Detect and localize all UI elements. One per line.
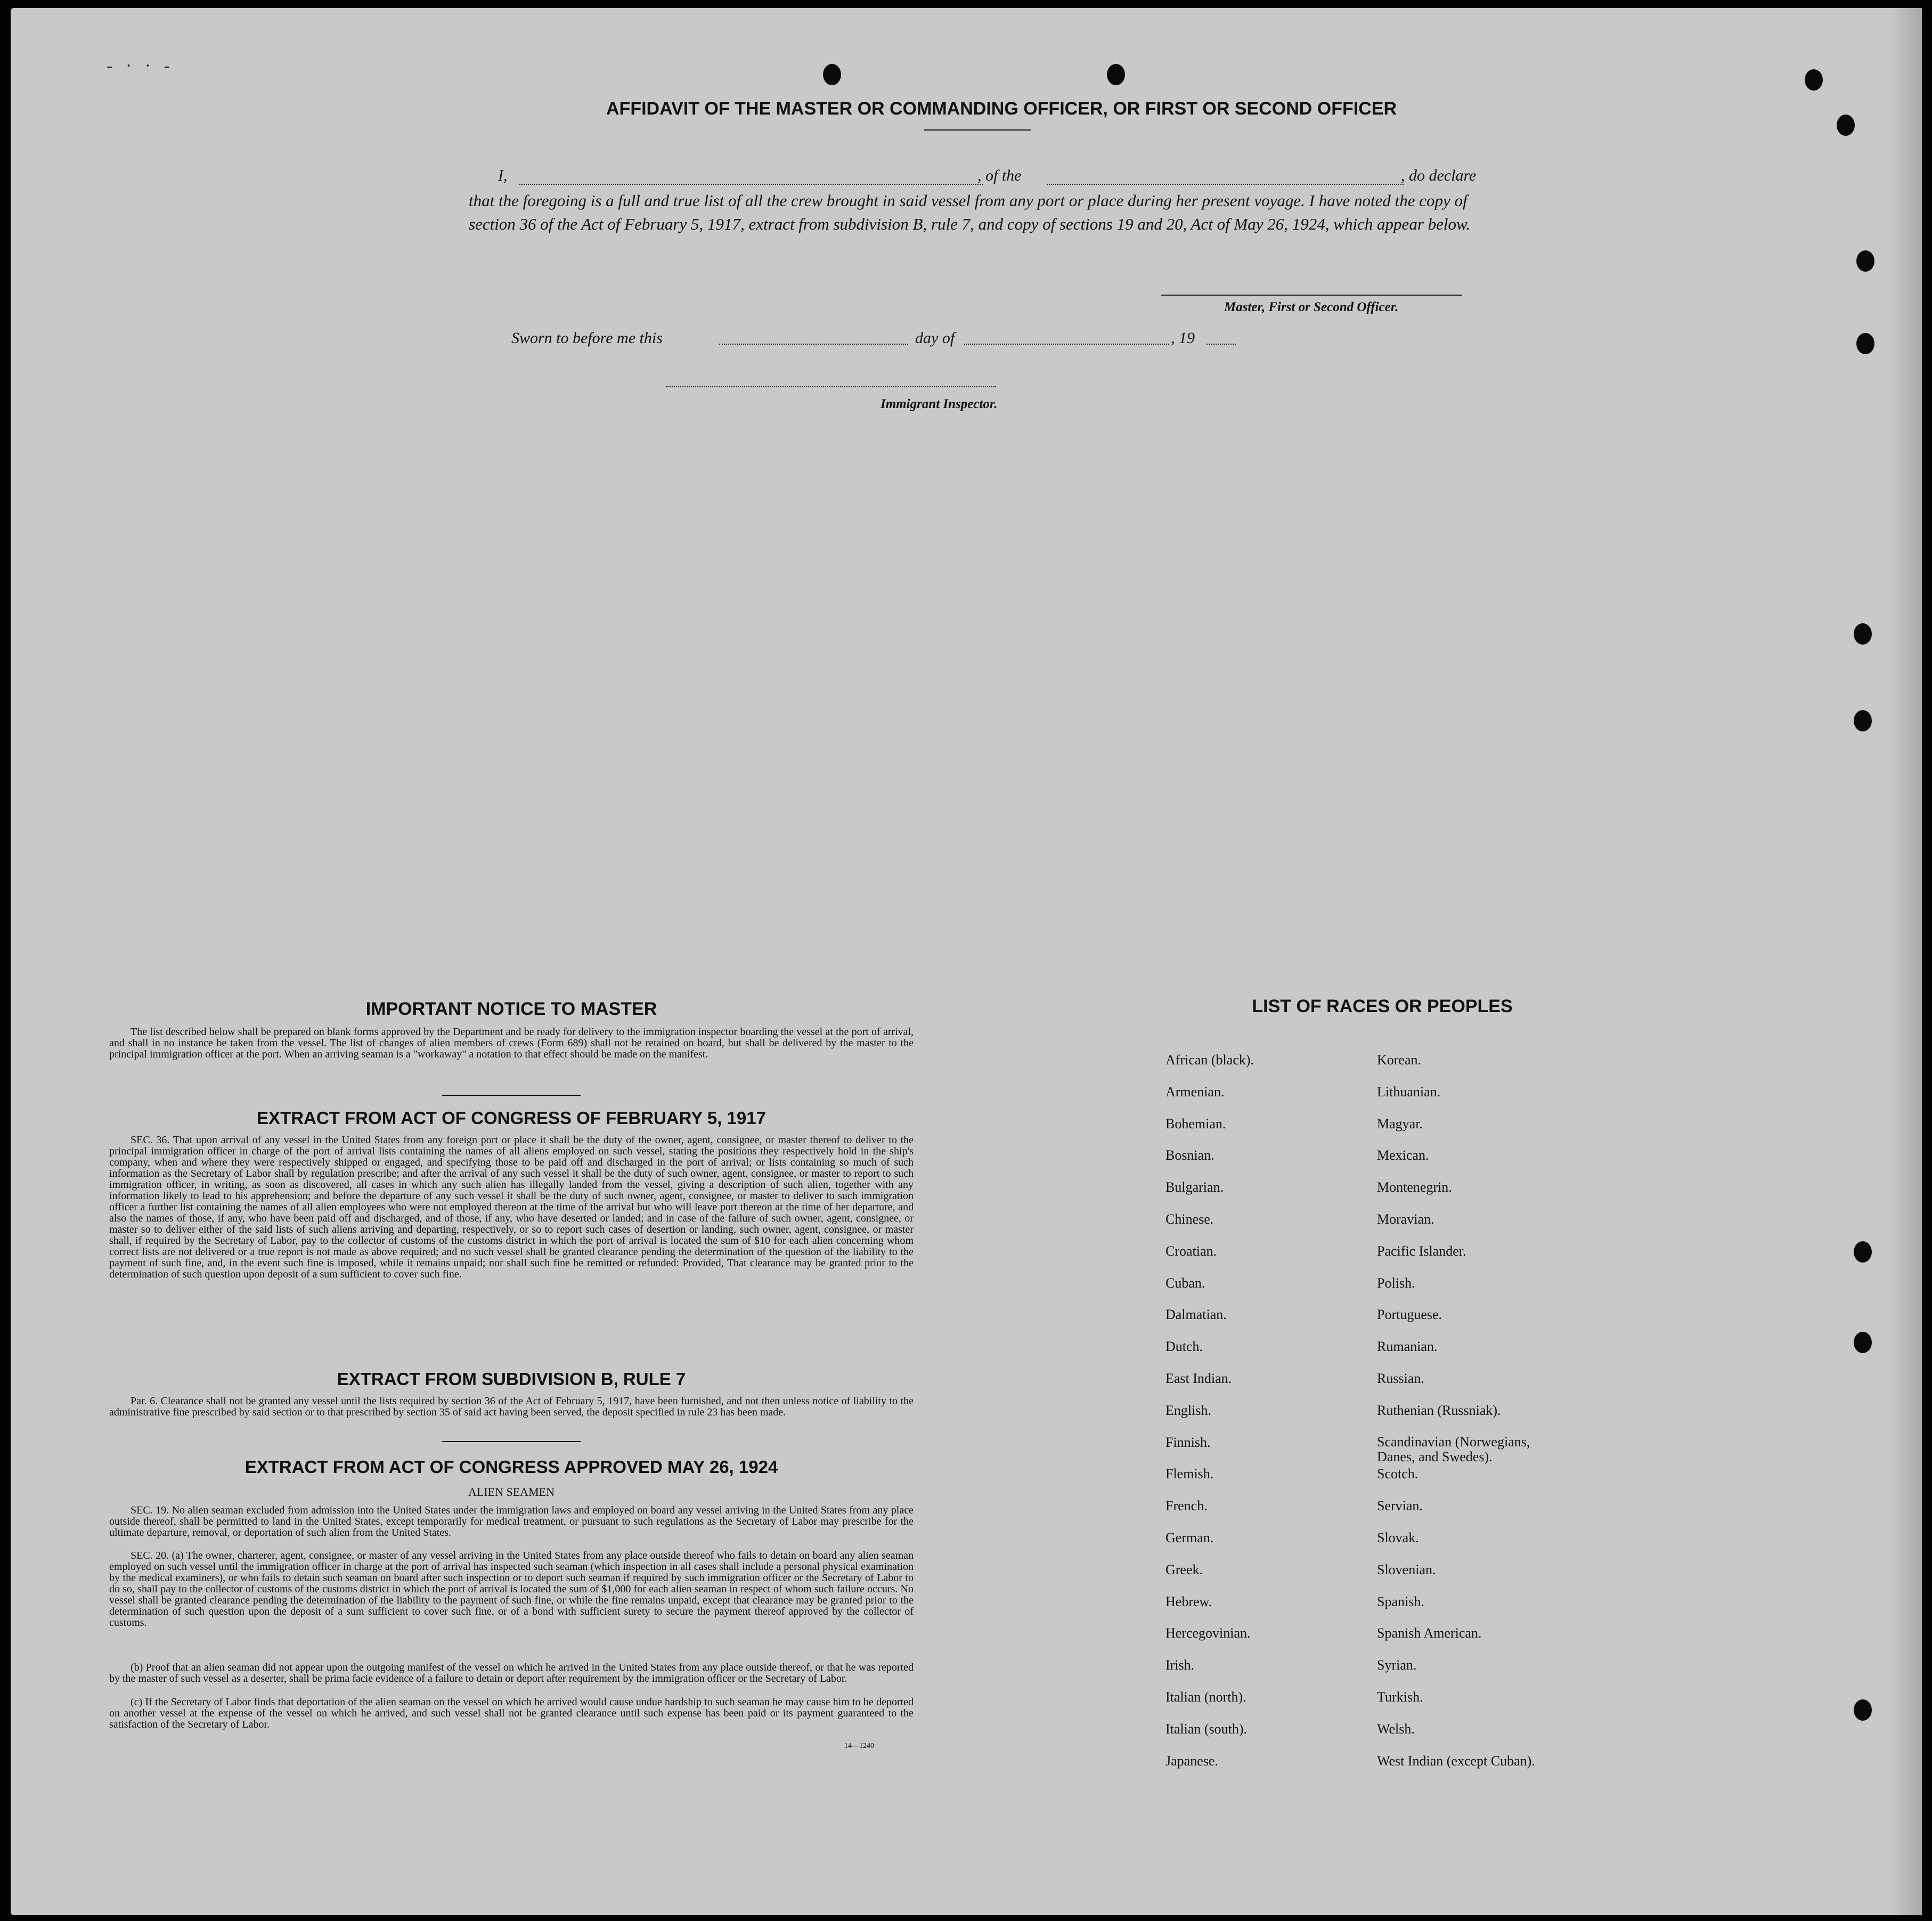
year-label: , 19 — [1171, 329, 1195, 347]
master-signature-label: Master, First or Second Officer. — [1224, 300, 1399, 314]
rule7-body: Par. 6. Clearance shall not be granted any vessel until the lists required by section 36 of the Act of February 5, 1917, have been furnished, and not then unless notice of liability to the administrative fine prescribed by said section or to that prescribed by section 35 of said act having been served, the deposit specified in rule 23 has been made. — [109, 1395, 914, 1418]
i-label: I, — [498, 167, 508, 184]
inspector-signature-line[interactable] — [666, 386, 996, 387]
race-item: African (black). — [1165, 1052, 1254, 1068]
race-item: Hebrew. — [1165, 1593, 1212, 1609]
race-item: East Indian. — [1165, 1371, 1232, 1386]
name-line[interactable] — [519, 184, 983, 185]
sworn-label: Sworn to before me this — [511, 329, 663, 347]
race-item: Bulgarian. — [1165, 1179, 1224, 1195]
punch-hole — [823, 64, 841, 85]
extract-1917-body: SEC. 36. That upon arrival of any vessel in the United States from any foreign port or place it shall be the duty of the owner, agent, consignee, or master thereof to deliver to the principal immigration officer in charge of the port of arrival lists containing the names of all aliens employed on such vessel, stating the positions they respectively hold in the ship's company, when and where they were respectively shipped or engaged, and specifying those to be paid off and discharged in the port of arrival; or lists containing so much of such information as the Secretary of Labor shall by regulation prescribe; and after the arrival of any such vessel it shall be the duty of such owner, agent, consignee, or master to report to such immigration officer, in writing, as soon as discovered, all cases in which any such alien has illegally landed from the vessel, giving a description of such alien, together with any information likely to lead to his apprehension; and before the departure of any such vessel it shall be the duty of such owner, agent, consignee, or master to deliver to such immigration officer a further list containing the names of all alien employees who were not employed thereon at the time of the arrival but who will leave port thereon at the time of her departure, and also the names of those, if any, who have been paid off and discharged, and of those, if any, who have deserted or landed; and in case of the failure of such owner, agent, consignee, or master so to deliver either of the said lists of such aliens arriving and departing, respectively, or so to report such cases of desertion or landing, such owner, agent, consignee, or master shall, if required by the Secretary of Labor, pay to the collector of customs of the customs district in which the port of arrival is located the sum of $10 for each alien concerning whom correct lists are not delivered or a true report is not made as above required; and no such vessel shall be granted clearance pending the determination of the question of the liability to the payment of such fine, and, in the event such fine is imposed, while it remains unpaid; nor shall such fine be remitted or refunded: Provided, That clearance may be granted prior to the determination of such question upon deposit of a sum sufficient to cover such fine. — [109, 1134, 914, 1280]
race-item: Greek. — [1165, 1561, 1203, 1577]
race-item: Dalmatian. — [1165, 1307, 1227, 1323]
race-item: Spanish. — [1377, 1593, 1424, 1609]
alien-seamen-subtitle: ALIEN SEAMEN — [468, 1485, 555, 1499]
race-item: Rumanian. — [1377, 1339, 1438, 1355]
race-item: Croatian. — [1165, 1243, 1217, 1259]
race-item: Slovak. — [1377, 1530, 1419, 1545]
punch-hole — [1854, 623, 1872, 645]
race-item: Flemish. — [1165, 1466, 1214, 1482]
race-item: Pacific Islander. — [1377, 1243, 1466, 1259]
punch-hole — [1856, 250, 1874, 272]
extract-1924-title: EXTRACT FROM ACT OF CONGRESS APPROVED MAY 26, 1924 — [244, 1457, 778, 1477]
do-declare-label: , do declare — [1401, 167, 1477, 184]
race-item: Bosnian. — [1165, 1147, 1214, 1163]
punch-hole — [1856, 333, 1874, 354]
punch-hole — [1854, 1699, 1872, 1721]
races-title: LIST OF RACES OR PEOPLES — [1252, 996, 1513, 1016]
race-item: Spanish American. — [1377, 1625, 1482, 1641]
race-item: Scotch. — [1377, 1466, 1419, 1482]
race-item: Chinese. — [1165, 1211, 1214, 1227]
sworn-year-line[interactable] — [1207, 344, 1236, 345]
rule7-title: EXTRACT FROM SUBDIVISION B, RULE 7 — [337, 1369, 686, 1389]
page-edge-shadow — [1890, 8, 1922, 1915]
race-item: Hercegovinian. — [1165, 1625, 1251, 1641]
affidavit-title: AFFIDAVIT OF THE MASTER OR COMMANDING OFFICER, OR FIRST OR SECOND OFFICER — [606, 99, 1397, 119]
race-item: Welsh. — [1377, 1721, 1415, 1737]
race-item: Italian (south). — [1165, 1721, 1248, 1737]
sworn-day-line[interactable] — [719, 344, 908, 345]
section-rule — [442, 1095, 581, 1096]
race-item: Italian (north). — [1165, 1689, 1246, 1705]
section-rule — [442, 1441, 581, 1442]
declaration-text: that the foregoing is a full and true list of all the crew brought in said vessel from any port or place during her present voyage. I have noted the copy of section 36 of the Act of February 5, 1917, extract from subdivision B, rule 7, and copy of sections 19 and 20, Act of May 26, 1924, which appear below. — [469, 191, 1471, 233]
race-item: Moravian. — [1377, 1211, 1434, 1227]
corner-mark: - · · - — [107, 56, 174, 76]
race-item: Slovenian. — [1377, 1561, 1436, 1577]
punch-hole — [1107, 64, 1125, 85]
race-item: Montenegrin. — [1377, 1179, 1452, 1195]
race-item: Turkish. — [1377, 1689, 1423, 1705]
race-item: Scandinavian (Norwegians, Danes, and Swedes). — [1377, 1434, 1530, 1464]
punch-hole — [1854, 710, 1872, 731]
notice-body: The list described below shall be prepared on blank forms approved by the Department and be ready for delivery to the immigration inspector boarding the vessel at the port of arrival, and shall in no instance be taken from the vessel. The list of changes of alien members of crews (Form 689) shall not be retained on board, but shall be delivered by the master to the principal immigration officer at the port. When an arriving seaman is a "workaway" a notation to that effect should be made on the manifest. — [109, 1026, 914, 1060]
sec20a-body: SEC. 20. (a) The owner, charterer, agent, consignee, or master of any vessel arriving in the United States from any place outside thereof who fails to detain on board any alien seaman employed on such vessel until the immigration officer in charge at the port of arrival has inspected such seaman (which inspection in all cases shall include a personal physical examination by the medical examiners), or who fails to detain such seaman on board after such inspection or to deport such seaman if required by such immigration officer or the Secretary of Labor to do so, shall pay to the collector of customs of the customs district in which the port of arrival is located the sum of $1,000 for each alien seaman in respect of whom such failure occurs. No vessel shall be granted clearance pending the determination of the liability to the payment of such fine, or while the fine remains unpaid, except that clearance may be granted prior to the determination of such question upon the deposit of a sum sufficient to cover such fine, or of a bond with sufficient surety to secure the payment thereof approved by the collector of customs. — [109, 1550, 914, 1629]
race-item: Syrian. — [1377, 1657, 1417, 1673]
document-page — [11, 8, 1922, 1915]
title-rule — [924, 129, 1031, 131]
race-item: German. — [1165, 1530, 1214, 1545]
race-item: Magyar. — [1377, 1116, 1423, 1132]
sec20b-body: (b) Proof that an alien seaman did not appear upon the outgoing manifest of the vessel on which he arrived in the United States from any place outside thereof, or that he was reported by the master of such vessel as a deserter, shall be prima facie evidence of a failure to detain or deport after requirement by the immigration officer or the Secretary of Labor. — [109, 1662, 914, 1684]
race-item: Japanese. — [1165, 1753, 1218, 1769]
race-item: Polish. — [1377, 1275, 1415, 1291]
punch-hole — [1854, 1241, 1872, 1263]
race-item: Armenian. — [1165, 1084, 1225, 1100]
notice-title: IMPORTANT NOTICE TO MASTER — [365, 999, 657, 1019]
sec19-body: SEC. 19. No alien seaman excluded from admission into the United States under the immigration laws and employed on board any vessel arriving in the United States from any place outside thereof, shall be permitted to land in the United States, except temporarily for medical treatment, or pursuant to such regulations as the Secretary of Labor may prescribe for the ultimate departure, removal, or deportation of such alien from the United States. — [109, 1504, 914, 1539]
vessel-line[interactable] — [1047, 184, 1404, 185]
race-item: Portuguese. — [1377, 1307, 1442, 1323]
extract-1917-title: EXTRACT FROM ACT OF CONGRESS OF FEBRUARY 5, 1917 — [257, 1108, 766, 1128]
race-item: Mexican. — [1377, 1147, 1429, 1163]
day-of-label: day of — [915, 329, 955, 347]
race-item: Finnish. — [1165, 1434, 1211, 1450]
sec20c-body: (c) If the Secretary of Labor finds that deportation of the alien seaman on the vessel on which he arrived would cause undue hardship to such seaman he may cause him to be deported on another vessel at the expense of the vessel on which he arrived, and such vessel shall not be granted clearance until such expense has been paid or its payment guaranteed to the satisfaction of the Secretary of Labor. — [109, 1696, 914, 1730]
form-number: 14—1240 — [844, 1742, 874, 1750]
of-the-label: , of the — [977, 167, 1022, 184]
race-item: Servian. — [1377, 1498, 1423, 1514]
race-item: Russian. — [1377, 1371, 1424, 1386]
punch-hole — [1854, 1332, 1872, 1353]
race-item: French. — [1165, 1498, 1208, 1514]
race-item: Irish. — [1165, 1657, 1195, 1673]
inspector-label: Immigrant Inspector. — [881, 397, 998, 411]
race-item: West Indian (except Cuban). — [1377, 1753, 1535, 1769]
race-item: Lithuanian. — [1377, 1084, 1441, 1100]
race-item: Dutch. — [1165, 1339, 1203, 1355]
race-item: English. — [1165, 1402, 1211, 1418]
race-item: Ruthenian (Russniak). — [1377, 1402, 1501, 1418]
punch-hole — [1805, 69, 1823, 91]
race-item: Cuban. — [1165, 1275, 1205, 1291]
punch-hole — [1837, 115, 1855, 136]
master-signature-line[interactable] — [1161, 295, 1462, 296]
race-item: Bohemian. — [1165, 1116, 1226, 1132]
race-item: Korean. — [1377, 1052, 1422, 1068]
sworn-month-line[interactable] — [964, 344, 1169, 345]
